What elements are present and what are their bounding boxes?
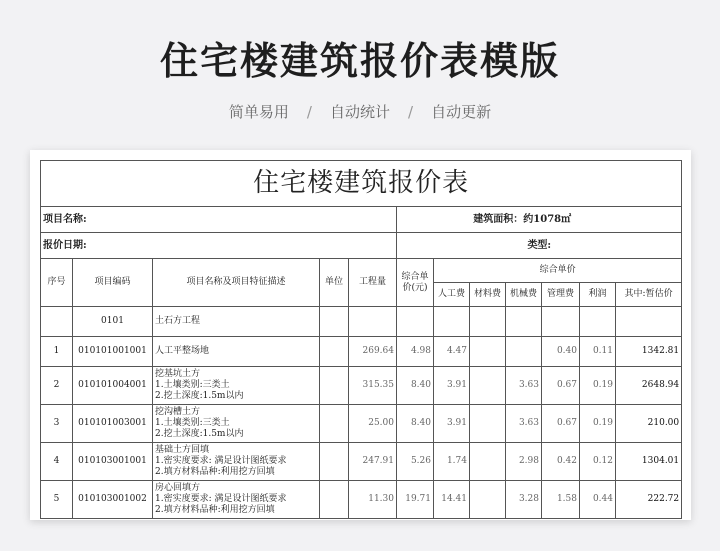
cell-qty: 315.35 [349, 367, 397, 405]
cell-mgmt [542, 307, 580, 337]
name-line: 挖基坑土方 [155, 369, 201, 379]
cell-machine: 3.63 [506, 367, 542, 405]
name-line: 人工平整场地 [155, 346, 210, 356]
name-line: 2.填方材料品种:利用挖方回填 [155, 467, 275, 477]
header-name: 项目名称及项目特征描述 [153, 259, 320, 307]
date-label: 报价日期: [41, 233, 397, 259]
cell-material [470, 337, 506, 367]
cell-mgmt: 1.58 [542, 481, 580, 519]
cell-mgmt: 0.42 [542, 443, 580, 481]
cell-machine: 3.28 [506, 481, 542, 519]
cell-price: 4.98 [397, 337, 434, 367]
tag-auto-stats: 自动统计 [329, 103, 390, 121]
cell-code: 010101003001 [73, 405, 153, 443]
name-line: 1.土壤类别:三类土 [155, 418, 230, 428]
table-row [41, 367, 682, 405]
header-profit: 利润 [580, 283, 616, 307]
header-seq: 序号 [41, 259, 73, 307]
cell-machine: 3.63 [506, 405, 542, 443]
cell-unit [320, 405, 349, 443]
tag-easy: 简单易用 [228, 103, 289, 121]
cell-price: 8.40 [397, 405, 434, 443]
cell-profit: 0.11 [580, 337, 616, 367]
cell-name [153, 443, 320, 481]
header-provisional: 其中:暂估价 [616, 283, 682, 307]
area-label: 建筑面积：约1078㎡ [397, 207, 682, 233]
cell-unit [320, 443, 349, 481]
cell-qty [349, 307, 397, 337]
cell-profit [580, 307, 616, 337]
cell-material [470, 367, 506, 405]
cell-mgmt: 0.40 [542, 337, 580, 367]
table-row [41, 405, 682, 443]
table-row [41, 443, 682, 481]
cell-seq: 4 [41, 443, 73, 481]
cell-profit: 0.19 [580, 405, 616, 443]
name-line: 土石方工程 [155, 316, 201, 326]
name-line: 挖沟槽土方 [155, 407, 201, 417]
cell-name [153, 337, 320, 367]
cell-code: 010101004001 [73, 367, 153, 405]
cell-name [153, 367, 320, 405]
header-code: 项目编码 [73, 259, 153, 307]
cell-labor: 3.91 [434, 367, 470, 405]
name-line: 2.填方材料品种:利用挖方回填 [155, 505, 275, 515]
cell-machine [506, 307, 542, 337]
cell-code: 0101 [73, 307, 153, 337]
table-body [41, 307, 682, 519]
name-line: 2.挖土深度:1.5m以内 [155, 429, 244, 439]
cell-provisional: 1342.81 [616, 337, 682, 367]
cell-labor [434, 307, 470, 337]
cell-seq: 5 [41, 481, 73, 519]
cell-price: 8.40 [397, 367, 434, 405]
cell-labor: 4.47 [434, 337, 470, 367]
cell-material [470, 307, 506, 337]
cell-material [470, 405, 506, 443]
header-breakdown: 综合单价 [434, 259, 682, 283]
cell-material [470, 443, 506, 481]
cell-unit [320, 307, 349, 337]
cell-name [153, 481, 320, 519]
header-mgmt: 管理费 [542, 283, 580, 307]
header-machine: 机械费 [506, 283, 542, 307]
cell-name [153, 307, 320, 337]
cell-unit [320, 337, 349, 367]
name-line: 房心回填方 [155, 483, 201, 493]
cell-provisional [616, 307, 682, 337]
name-line: 基础土方回填 [155, 445, 210, 455]
project-name-label: 项目名称: [41, 207, 397, 233]
cell-seq: 3 [41, 405, 73, 443]
table-row [41, 307, 682, 337]
cell-provisional: 2648.94 [616, 367, 682, 405]
cell-unit [320, 481, 349, 519]
header-unit-price: 综合单价(元) [397, 259, 434, 307]
cell-code: 010101001001 [73, 337, 153, 367]
name-line: 1.密实度要求: 满足设计图纸要求 [155, 456, 287, 466]
cell-machine [506, 337, 542, 367]
cell-qty: 25.00 [349, 405, 397, 443]
sheet-title: 住宅楼建筑报价表 [41, 161, 682, 207]
cell-profit: 0.44 [580, 481, 616, 519]
cell-profit: 0.19 [580, 367, 616, 405]
quote-table [40, 160, 682, 519]
cell-profit: 0.12 [580, 443, 616, 481]
cell-provisional: 1304.01 [616, 443, 682, 481]
banner-title: 住宅楼建筑报价表模版 [159, 39, 560, 83]
cell-code: 010103001001 [73, 443, 153, 481]
name-line: 1.土壤类别:三类土 [155, 380, 230, 390]
tag-separator: / [408, 103, 414, 121]
cell-price: 5.26 [397, 443, 434, 481]
cell-mgmt: 0.67 [542, 405, 580, 443]
name-line: 2.挖土深度:1.5m以内 [155, 391, 244, 401]
cell-seq: 2 [41, 367, 73, 405]
cell-seq [41, 307, 73, 337]
cell-code: 010103001002 [73, 481, 153, 519]
tag-auto-update: 自动更新 [431, 103, 492, 121]
header-labor: 人工费 [434, 283, 470, 307]
tag-separator: / [306, 103, 312, 121]
cell-price: 19.71 [397, 481, 434, 519]
cell-labor: 3.91 [434, 405, 470, 443]
type-label: 类型: [397, 233, 682, 259]
tagline [0, 101, 720, 122]
cell-labor: 1.74 [434, 443, 470, 481]
name-line: 1.密实度要求: 满足设计图纸要求 [155, 494, 287, 504]
cell-provisional: 222.72 [616, 481, 682, 519]
cell-qty: 269.64 [349, 337, 397, 367]
cell-unit [320, 367, 349, 405]
table-row [41, 481, 682, 519]
cell-seq: 1 [41, 337, 73, 367]
cell-machine: 2.98 [506, 443, 542, 481]
cell-qty: 11.30 [349, 481, 397, 519]
header-qty: 工程量 [349, 259, 397, 307]
cell-provisional: 210.00 [616, 405, 682, 443]
cell-mgmt: 0.67 [542, 367, 580, 405]
header-unit: 单位 [320, 259, 349, 307]
cell-price [397, 307, 434, 337]
cell-material [470, 481, 506, 519]
cell-qty: 247.91 [349, 443, 397, 481]
cell-name [153, 405, 320, 443]
cell-labor: 14.41 [434, 481, 470, 519]
header-material: 材料费 [470, 283, 506, 307]
spreadsheet-preview [30, 150, 691, 520]
table-row [41, 337, 682, 367]
